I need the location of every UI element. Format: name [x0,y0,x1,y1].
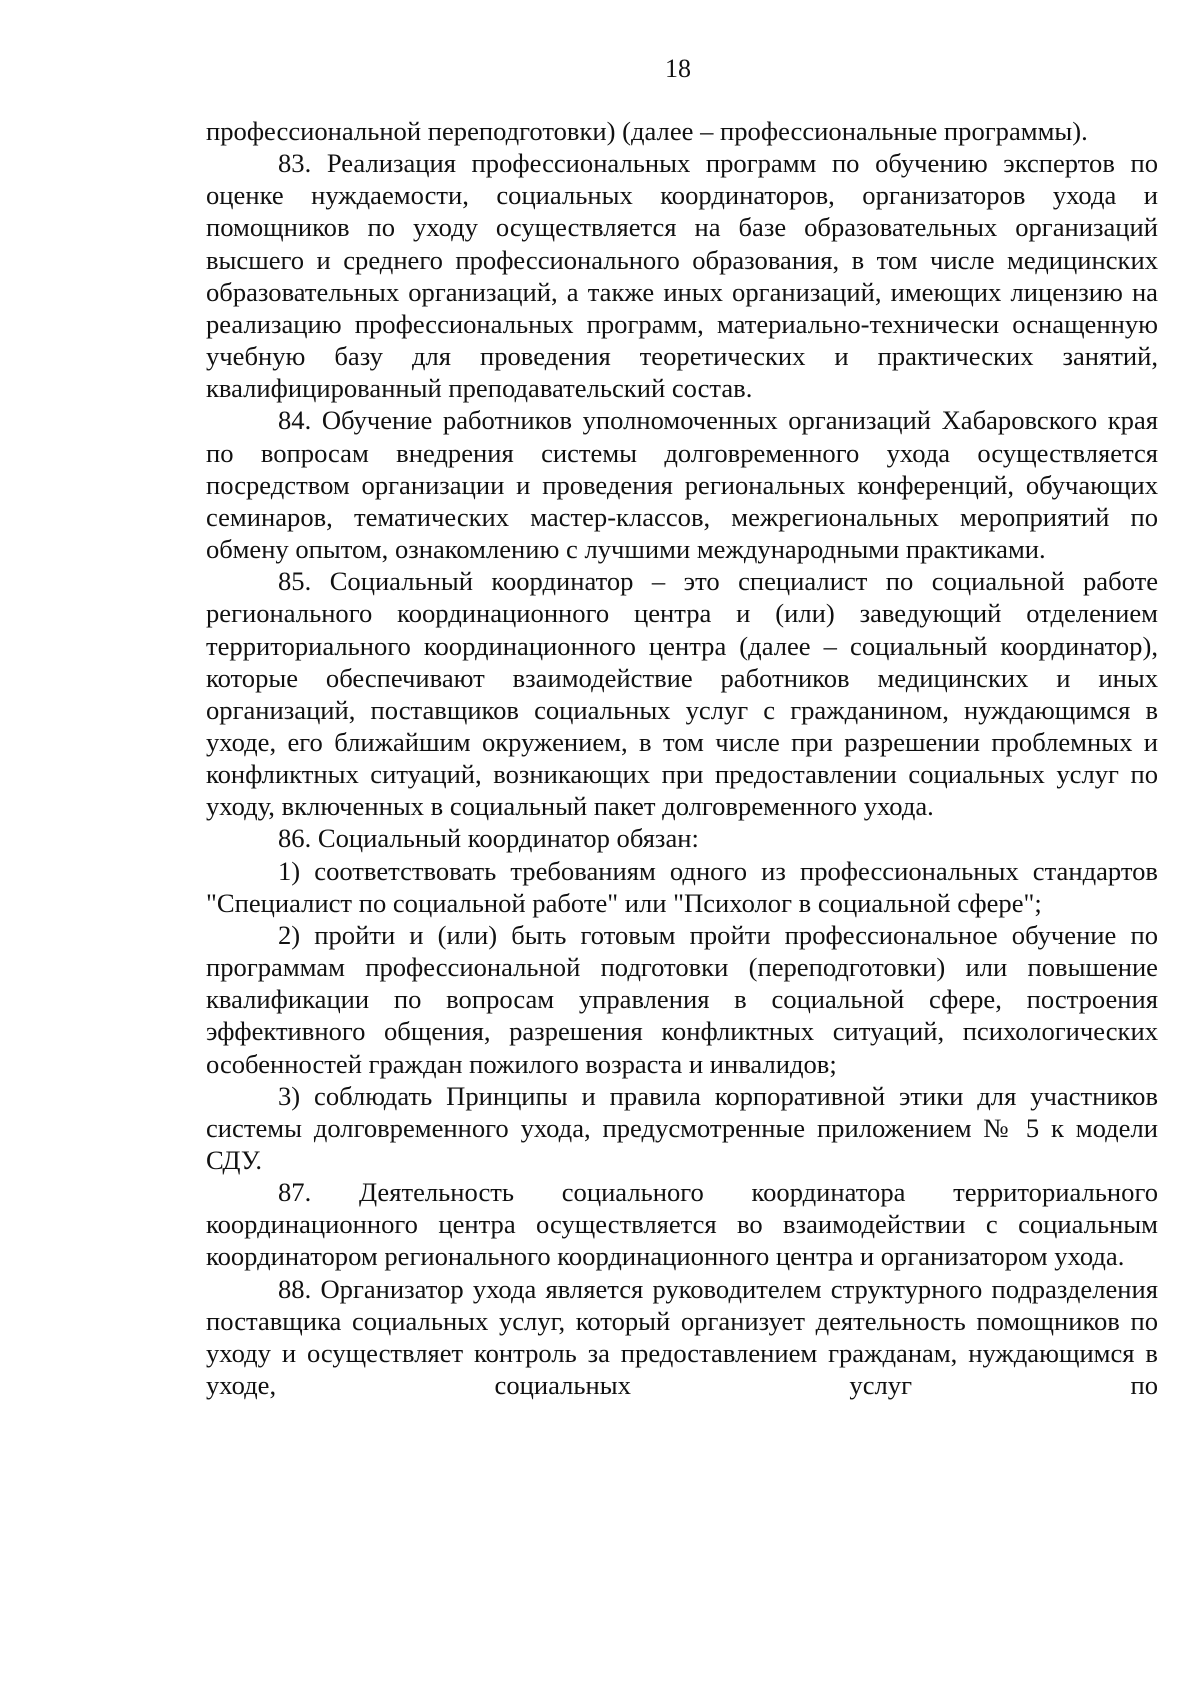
paragraph-85: 85. Социальный координатор – это специалист по социальной работе регионального координационного центра и (или) заведующий отделением территориального координационного центра (далее – социальный координатор), которые обеспечивают взаимодействие работников медицинских и иных организаций, поставщиков социальных услуг с гражданином, нуждающимся в уходе, его ближайшим окружением, в том числе при разрешении проблемных и конфликтных ситуаций, возникающих при предоставлении социальных услуг по уходу, включенных в социальный пакет долговременного ухода. [206,566,1158,822]
page-number: 18 [665,54,691,83]
document-body [206,115,1158,1401]
paragraph-86-item-2: 2) пройти и (или) быть готовым пройти профессиональное обучение по программам профессиональной подготовки (переподготовки) или повышение квалификации по вопросам управления в социальной сфере, построения эффективного общения, разрешения конфликтных ситуаций, психологических особенностей граждан пожилого возраста и инвалидов; [206,919,1158,1079]
paragraph-88: 88. Организатор ухода является руководителем структурного подразделения поставщика социальных услуг, который организует деятельность помощников по уходу и осуществляет контроль за предоставлением гражданам, нуждающимся в уходе, социальных услуг по [206,1273,1158,1401]
paragraph-86-item-3: 3) соблюдать Принципы и правила корпоративной этики для участников системы долговременного ухода, предусмотренные приложением № 5 к модели СДУ. [206,1080,1158,1175]
paragraph-83: 83. Реализация профессиональных программ по обучению экспертов по оценке нуждаемости, социальных координаторов, организаторов ухода и помощников по уходу осуществляется на базе образовательных организаций высшего и среднего профессионального образования, в том числе медицинских образовательных организаций, а также иных организаций, имеющих лицензию на реализацию профессиональных программ, материально-технически оснащенную учебную базу для проведения теоретических и практических занятий, квалифицированный преподавательский состав. [206,148,1158,404]
paragraph-87: 87. Деятельность социального координатора территориального координационного центра осуществляется во взаимодействии с социальным координатором регионального координационного центра и организатором ухода. [206,1177,1158,1272]
paragraph-86-item-1: 1) соответствовать требованиям одного из профессиональных стандартов "Специалист по социальной работе" или "Психолог в социальной сфере"; [206,855,1158,918]
paragraph-86: 86. Социальный координатор обязан: [278,823,699,854]
paragraph-continuation: профессиональной переподготовки) (далее – профессиональные программы). [206,116,1088,146]
paragraph-84: 84. Обучение работников уполномоченных организаций Хабаровского края по вопросам внедрения системы долговременного ухода осуществляется посредством организации и проведения региональных конференций, обучающих семинаров, тематических мастер-классов, межрегиональных мероприятий по обмену опытом, ознакомлению с лучшими международными практиками. [206,405,1158,565]
